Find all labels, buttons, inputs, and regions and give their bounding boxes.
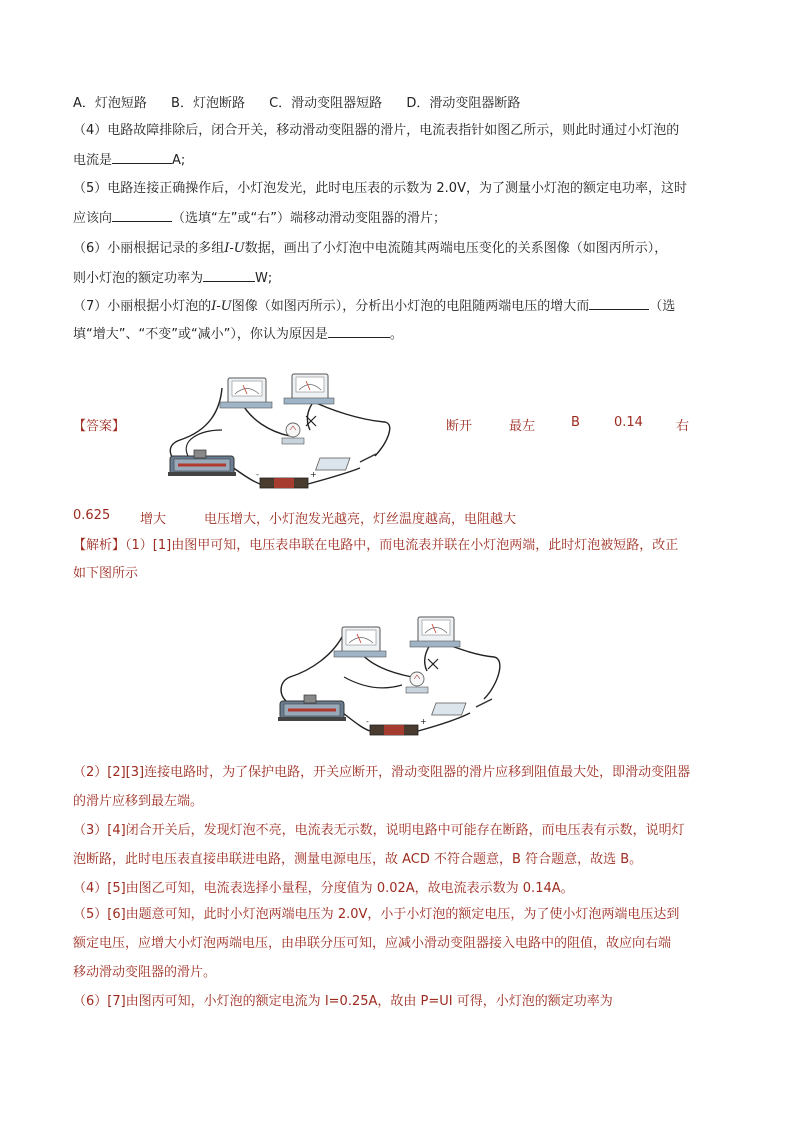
battery-plus-label: + [420,717,427,726]
rheostat-icon [278,695,346,721]
q4-suffix: A; [172,153,186,168]
bulb-icon [282,423,304,444]
q5-line1: （5）电路连接正确操作后，小灯泡发光，此时电压表的示数为 2.0V，为了测量小灯泡的额定电功率，这时 [73,181,687,196]
q7-blank2[interactable] [328,325,390,338]
answer-7: 增大 [140,512,167,527]
answer-3: B [571,415,580,430]
answer-2: 最左 [509,419,536,434]
q7-var: I-U [211,299,232,314]
voltmeter-icon [220,378,272,408]
bulb-icon [406,672,428,693]
battery-plus-label: + [310,470,317,479]
q5-blank[interactable] [112,209,172,222]
q6-blank[interactable] [203,269,255,282]
analysis-p2-line2: 的滑片应移到最左端。 [73,794,204,809]
switch-icon [432,699,492,715]
switch-icon [316,454,376,470]
analysis-p6-line1: （6）[7]由图丙可知，小灯泡的额定电流为 I=0.25A，故由 P=UI 可得，小灯泡的额定功率为 [73,994,613,1009]
analysis-p2-line1: （2）[2][3]连接电路时，为了保护电路，开关应断开，滑动变阻器的滑片应移到阻值最大处，即滑动变阻器 [73,765,691,780]
answer-6: 0.625 [73,508,111,523]
analysis-p5-line2: 额定电压，应增大小灯泡两端电压，由串联分压可知，应减小滑动变阻器接入电路中的阻值，故应向右端 [73,936,672,951]
analysis-p3-line2: 泡断路，此时电压表直接串联进电路，测量电源电压，故 ACD 不符合题意，B 符合题意，故选 B。 [73,852,643,867]
q7-line2 [73,325,403,344]
answer-8: 电压增大，小灯泡发光越亮，灯丝温度越高，电阻越大 [204,512,517,527]
answer-1: 断开 [446,419,473,434]
ammeter-icon [284,374,334,404]
q7-line2-suffix: 。 [389,327,403,342]
q6-var: I-U [224,241,245,256]
analysis-p1-line1 [73,537,678,555]
analysis-p1-line2: 如下图所示 [73,566,139,581]
q7-line1 [73,297,675,316]
analysis-p4-line1: （4）[5]由图乙可知，电流表选择小量程，分度值为 0.02A，故电流表示数为 0.14A。 [73,881,574,896]
option-c: C．滑动变阻器短路 [269,96,383,111]
q7-line2-prefix: 填“增大”、“不变”或“减小”），你认为原因是 [73,327,328,342]
q5-line2 [73,209,446,228]
q7-mid: 图像（如图丙所示），分析出小灯泡的电阻随两端电压的增大而 [231,299,590,314]
analysis-p3-line1: （3）[4]闭合开关后，发现灯泡不亮，电流表无示数，说明电路中可能存在断路，而电压表有示数，说明灯 [73,823,685,838]
analysis-p1-text: （1）[1]由图甲可知，电压表串联在电路中，而电流表并联在小灯泡两端，此时灯泡被短路，改正 [125,538,679,553]
option-b: B．灯泡断路 [171,96,245,111]
ammeter-icon [410,617,460,647]
analysis-p5-line1: （5）[6]由题意可知，此时小灯泡两端电压为 2.0V，小于小灯泡的额定电压，为了使小灯泡两端电压达到 [73,907,680,922]
q4-line2 [73,151,185,170]
option-a: A．灯泡短路 [73,96,147,111]
q7-suffix: （选 [649,299,676,314]
q7-blank1[interactable] [589,297,649,310]
battery-icon [366,717,427,735]
q6-line2-prefix: 则小灯泡的额定功率为 [73,271,204,286]
q6-line2 [73,269,272,288]
q6-suffix: 数据，画出了小灯泡中电流随其两端电压变化的关系图像（如图丙所示）， [244,241,668,256]
analysis-label: 【解析】 [73,538,126,553]
q6-line2-suffix: W; [255,271,273,286]
circuit-figure-answer [160,370,420,500]
battery-icon [256,470,317,488]
q4-blank[interactable] [112,151,172,164]
q6-prefix: （6）小丽根据记录的多组 [73,241,225,256]
cross-mark-icon [428,659,438,669]
battery-minus-label: - [256,470,259,479]
q5-suffix: （选填“左”或“右”）端移动滑动变阻器的滑片； [172,211,446,226]
circuit-figure-corrected [272,615,522,750]
q7-prefix: （7）小丽根据小灯泡的 [73,299,212,314]
option-d: D．滑动变阻器断路 [406,96,521,111]
q6-line1 [73,240,667,258]
answer-label: 【答案】 [73,419,126,434]
battery-minus-label: - [366,717,369,726]
answer-4: 0.14 [614,415,643,430]
rheostat-icon [168,450,236,476]
options-line [73,95,520,113]
q4-line1: （4）电路故障排除后，闭合开关，移动滑动变阻器的滑片，电流表指针如图乙所示，则此时通过小灯泡的 [73,123,680,138]
voltmeter-icon [334,627,386,657]
analysis-p5-line3: 移动滑动变阻器的滑片。 [73,965,217,980]
q5-prefix: 应该向 [73,211,113,226]
answer-5: 右 [676,419,690,434]
q4-prefix: 电流是 [73,153,113,168]
